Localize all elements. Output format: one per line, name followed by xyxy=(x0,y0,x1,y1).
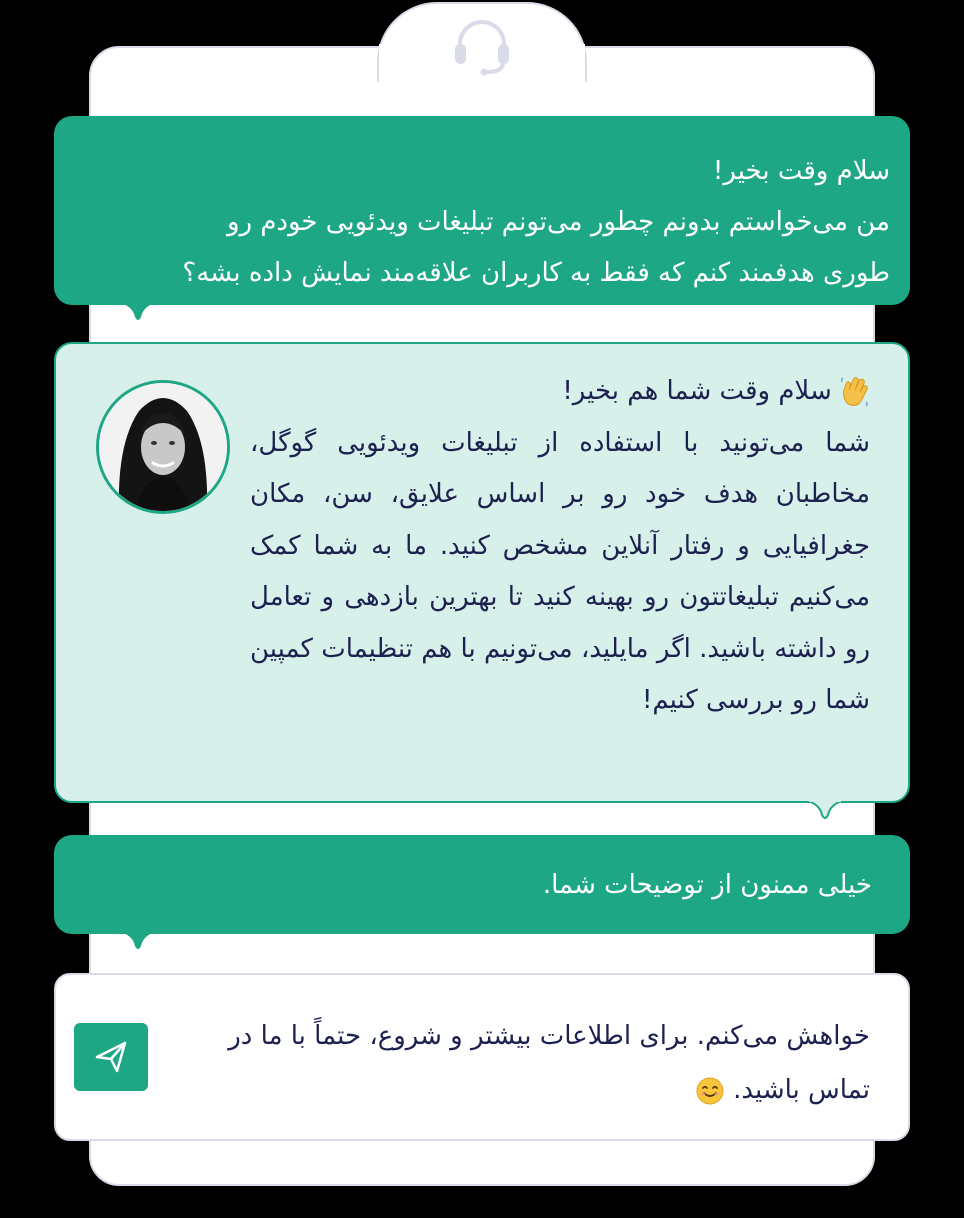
waving-hand-emoji xyxy=(840,376,870,408)
send-icon xyxy=(91,1037,131,1077)
bubble-tail xyxy=(808,801,842,819)
agent-avatar xyxy=(96,380,230,514)
message-text: خیلی ممنون از توضیحات شما. xyxy=(542,870,872,900)
message-line: سلام وقت بخیر! xyxy=(712,156,890,186)
send-button[interactable] xyxy=(74,1023,148,1091)
headset-icon xyxy=(450,14,514,76)
reply-input[interactable] xyxy=(54,973,910,1141)
reply-text[interactable]: خواهش می‌کنم. برای اطلاعات بیشتر و شروع، حتماً با ما در تماس باشید. xyxy=(228,1021,870,1105)
message-line: طوری هدفمند کنم که فقط به کاربران علاقه‌مند نمایش داده بشه؟ xyxy=(182,258,890,288)
user-message-bubble xyxy=(54,835,910,934)
agent-message-body: شما می‌تونید با استفاده از تبلیغات ویدئویی گوگل، مخاطبان هدف خود رو بر اساس علایق، سن، مکان جغرافیایی و رفتار آنلاین مشخص کنید. ما به شما کمک می‌کنیم تبلیغاتتون رو بهینه کنید تا بهترین بازدهی و تعامل رو داشته باشید. اگر مایلید، می‌تونیم با هم تنظیمات کمپین شما رو بررسی کنیم! xyxy=(250,427,870,715)
bubble-tail xyxy=(121,303,155,321)
agent-photo xyxy=(99,383,227,511)
message-line: من می‌خواستم بدونم چطور می‌تونم تبلیغات ویدئویی خودم رو xyxy=(226,207,890,237)
bubble-tail xyxy=(121,932,155,950)
user-message-bubble xyxy=(54,116,910,305)
smiling-face-emoji xyxy=(695,1076,725,1106)
agent-greeting: سلام وقت شما هم بخیر! xyxy=(56,366,870,418)
